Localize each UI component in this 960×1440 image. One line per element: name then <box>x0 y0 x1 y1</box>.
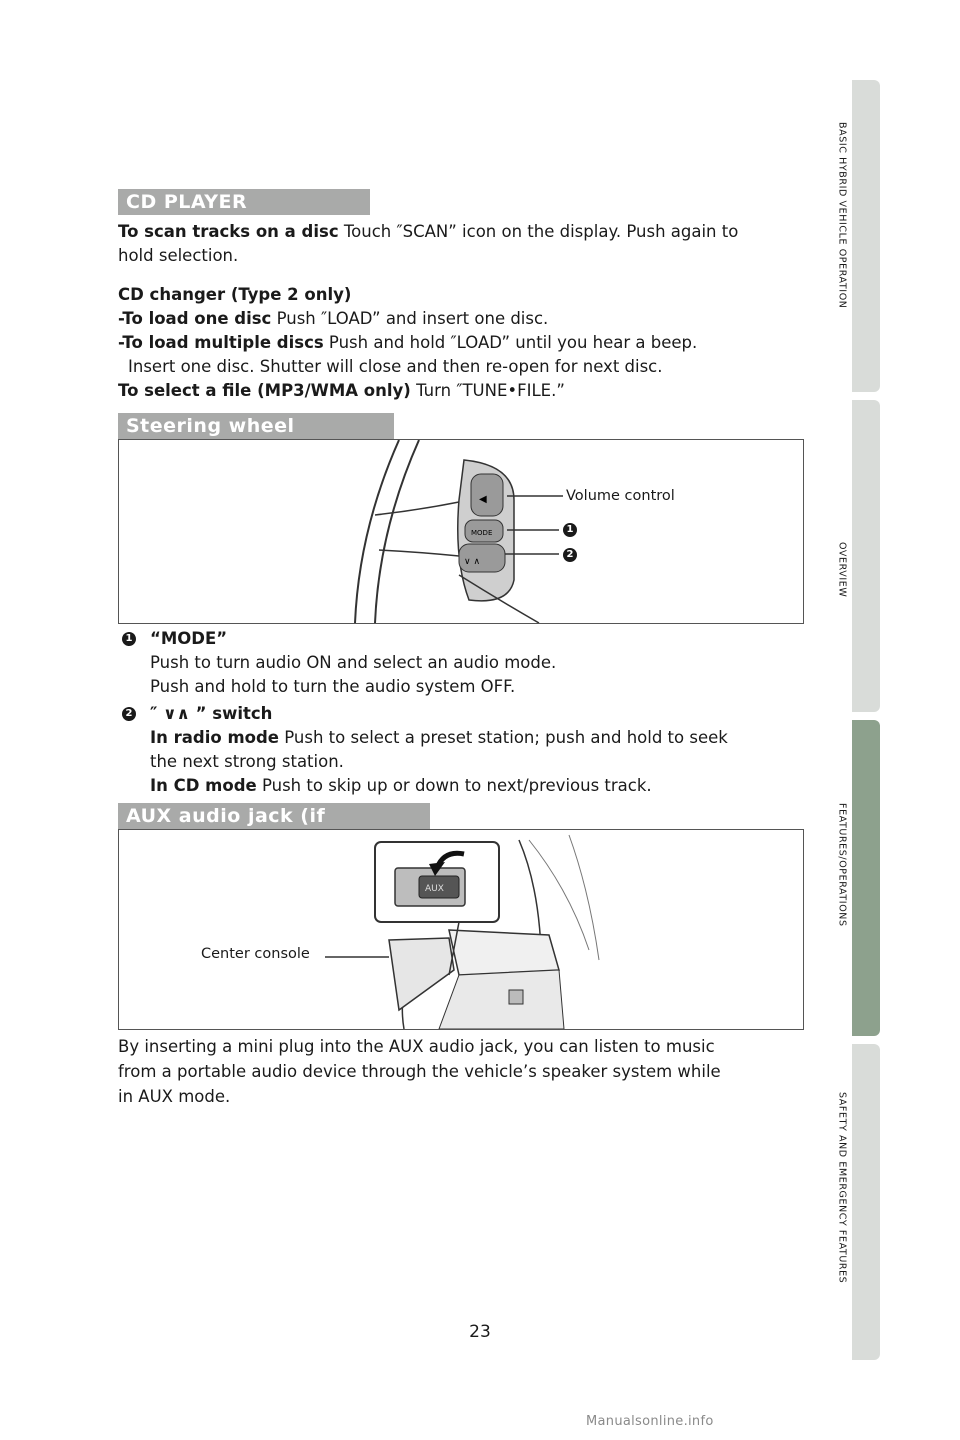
mode-title: “MODE” <box>150 629 228 648</box>
svg-text:∨ ∧: ∨ ∧ <box>464 557 481 567</box>
aux-body-line-3: in AUX mode. <box>118 1087 231 1106</box>
callout-2-icon: 2 <box>563 548 577 562</box>
section-header-cd-player: CD PLAYER <box>118 189 370 215</box>
switch-title: ″ ∨∧ ” switch <box>150 704 273 723</box>
callout-1-icon: 1 <box>563 523 577 537</box>
load-one-disc: -To load one disc Push ″LOAD” and insert one disc. <box>118 309 549 328</box>
tab-label-basic: BASIC HYBRID VEHICLE OPERATION <box>836 121 848 309</box>
section-header-steering: Steering wheel <box>118 413 394 439</box>
scan-paragraph: To scan tracks on a disc Touch ″SCAN” icon on the display. Push again to <box>118 222 739 241</box>
tab-safety[interactable] <box>852 1044 880 1360</box>
volume-control-label: Volume control <box>566 488 675 504</box>
aux-body-line-2: from a portable audio device through the vehicle’s speaker system while <box>118 1062 721 1081</box>
radio-mode-cont: the next strong station. <box>150 752 344 771</box>
tab-label-overview: OVERVIEW <box>836 542 848 598</box>
scan-paragraph-cont: hold selection. <box>118 246 239 265</box>
tab-features-operations[interactable] <box>852 720 880 1036</box>
load-multiple-discs: -To load multiple discs Push and hold ″LOAD” until you hear a beep. <box>118 333 698 352</box>
tab-basic-hybrid[interactable] <box>852 80 880 392</box>
center-console-illustration <box>119 830 803 1029</box>
tab-overview[interactable] <box>852 400 880 712</box>
aux-body-line-1: By inserting a mini plug into the AUX audio jack, you can listen to music <box>118 1037 715 1056</box>
steering-wheel-illustration <box>119 440 803 623</box>
load-multiple-cont: Insert one disc. Shutter will close and then re-open for next disc. <box>128 357 663 376</box>
center-console-label: Center console <box>201 946 310 962</box>
tab-label-safety: SAFETY AND EMERGENCY FEATURES <box>836 1092 848 1284</box>
footer-watermark: Manualsonline.info <box>586 1414 714 1429</box>
cd-mode-text: In CD mode Push to skip up or down to next/previous track. <box>150 776 652 795</box>
mode-line-2: Push and hold to turn the audio system OFF. <box>150 677 516 696</box>
radio-mode-text: In radio mode Push to select a preset station; push and hold to seek <box>150 728 728 747</box>
steering-wheel-figure <box>118 439 804 624</box>
seek-arrows-icon: ∨∧ <box>163 704 190 723</box>
tab-label-features: FEATURES/OPERATIONS <box>836 803 848 927</box>
mode-line-1: Push to turn audio ON and select an audio mode. <box>150 653 557 672</box>
select-file: To select a file (MP3/WMA only) Turn ″TUNE•FILE.” <box>118 381 565 400</box>
section-header-aux: AUX audio jack (if <box>118 803 430 829</box>
page-number: 23 <box>469 1322 491 1342</box>
aux-button-icon: AUX <box>425 884 444 894</box>
svg-text:MODE: MODE <box>471 529 493 537</box>
bullet-1-icon: 1 <box>122 632 136 646</box>
svg-text:◀: ◀ <box>479 494 487 505</box>
aux-jack-figure <box>118 829 804 1030</box>
cd-changer-title: CD changer (Type 2 only) <box>118 285 352 304</box>
bullet-2-icon: 2 <box>122 707 136 721</box>
